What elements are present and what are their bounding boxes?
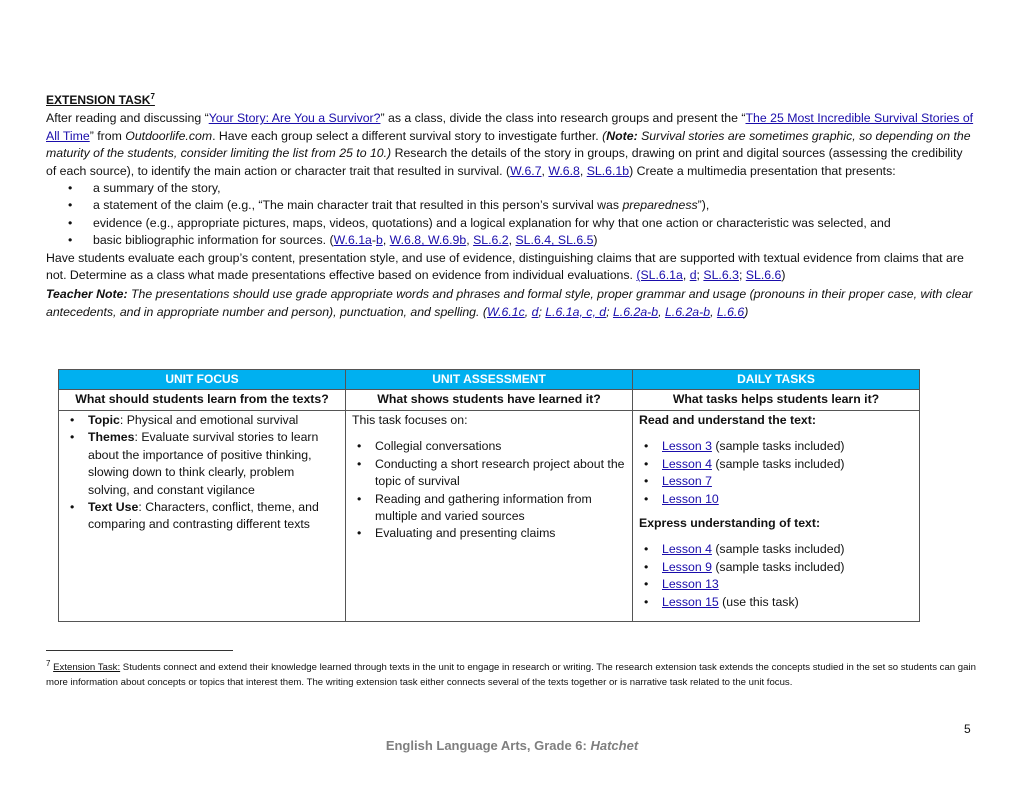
standard-link[interactable]: SL.6.6 <box>745 268 782 283</box>
table-row <box>59 411 920 622</box>
list-item <box>639 456 913 473</box>
unit-overview-table <box>58 369 920 622</box>
bullet-text: ”), <box>697 198 710 213</box>
note-text: Survival stories are sometimes graphic, so depending on the maturity of the students, consider limiting the list from 25 to 10.) <box>46 128 971 161</box>
intro-text-2: ” as a class, divide the class into research groups and present the “ <box>380 111 746 126</box>
list-item <box>639 576 913 593</box>
separator: ) <box>781 268 786 283</box>
separator: ; <box>538 304 546 319</box>
lesson-link[interactable]: Lesson 9 <box>662 559 712 574</box>
standard-link[interactable]: W.6.1a <box>333 233 372 248</box>
header-unit-focus: UNIT FOCUS <box>59 370 346 390</box>
separator: , <box>541 163 549 178</box>
bullet-italic: preparedness <box>622 198 698 213</box>
section-heading <box>46 92 976 109</box>
standard-link[interactable]: SL.6.2 <box>473 233 509 248</box>
intro-paragraph <box>46 110 976 180</box>
footer-book-title: Hatchet <box>590 738 639 753</box>
intro-text-4: . Have each group select a different survival story to investigate further. <box>212 128 603 143</box>
question-unit-assessment: What shows students have learned it? <box>346 390 633 411</box>
themes-text: : Evaluate survival stories to learn about the importance of positive thinking, slowing down to think clearly, problem solving, and constant vigilance <box>88 430 319 497</box>
link-your-story[interactable]: Your Story: Are You a Survivor? <box>208 111 381 126</box>
intro-text-3: ” from <box>89 128 126 143</box>
footnote-divider <box>46 650 233 651</box>
list-item: • Conducting a short research project about the topic of survival <box>352 456 626 491</box>
teacher-note-paragraph <box>46 286 976 321</box>
standard-link[interactable]: SL.6.3 <box>703 268 739 283</box>
separator: , <box>579 163 587 178</box>
assessment-intro: This task focuses on: <box>352 413 468 427</box>
bullet-text: a statement of the claim (e.g., “The main character trait that resulted in this person’s survival was <box>93 198 623 213</box>
footnote <box>46 656 976 690</box>
page-footer <box>0 737 1024 754</box>
separator: ; <box>738 268 746 283</box>
footnote-text: Students connect and extend their knowledge learned through texts in the unit to engage in research or writing. The research extension task extends the concepts studied in the set so students can gain more information about concepts or topics that interest them. The writing extension task either connects several of the texts together or is narrative task related to the unit focus. <box>46 662 976 689</box>
footnote-ref[interactable]: 7 <box>150 92 155 101</box>
header-unit-assessment: UNIT ASSESSMENT <box>346 370 633 390</box>
express-understanding-heading: Express understanding of text: <box>639 516 821 531</box>
standard-link[interactable]: W.6.8, W.6.9b <box>389 233 467 248</box>
themes-label: Themes <box>88 430 135 445</box>
standard-link[interactable]: d <box>531 304 539 319</box>
note-label: Note: <box>606 128 638 143</box>
list-item <box>46 197 976 214</box>
list-item <box>46 232 976 249</box>
topic-text: : Physical and emotional survival <box>119 413 299 427</box>
list-item: • Reading and gathering information from multiple and varied sources <box>352 491 626 526</box>
unit-focus-cell <box>59 411 346 622</box>
source-name: Outdoorlife.com <box>125 128 213 143</box>
separator: ) <box>744 304 749 319</box>
separator: , <box>508 233 516 248</box>
lesson-note: (sample tasks included) <box>711 559 845 574</box>
teacher-note-label: Teacher Note: <box>46 287 128 302</box>
intro-text-6: ) Create a multimedia presentation that presents: <box>629 163 896 178</box>
standard-link[interactable]: W.6.8 <box>548 163 580 178</box>
list-item <box>46 180 976 197</box>
intro-text-5: Research the details of the story in groups, drawing on print and digital sources (assessing the credibility of each source), to identify the main action or character trait that resulted in survival. ( <box>46 146 963 178</box>
standard-link[interactable]: SL.6.4, SL.6.5 <box>515 233 594 248</box>
list-item <box>639 559 913 576</box>
footnote-number: 7 <box>46 659 51 668</box>
separator: , <box>524 304 532 319</box>
lesson-note: (sample tasks included) <box>711 456 845 471</box>
footnote-label: Extension Task: <box>53 662 121 674</box>
list-item: • Evaluating and presenting claims <box>352 525 626 542</box>
bullet-text: basic bibliographic information for sources. ( <box>93 233 334 248</box>
table-question-row <box>59 390 920 411</box>
bullet-text: a summary of the story, <box>93 181 221 196</box>
list-item: • Collegial conversations <box>352 438 626 455</box>
standard-link[interactable]: L.6.2a-b <box>612 304 659 319</box>
list-item <box>65 429 339 499</box>
footer-prefix: English Language Arts, Grade 6: <box>385 738 591 753</box>
intro-text-1: After reading and discussing “ <box>46 111 209 126</box>
note-open: ( <box>602 128 607 143</box>
separator: , <box>382 233 390 248</box>
standard-link[interactable]: W.6.7 <box>510 163 542 178</box>
lesson-link[interactable]: Lesson 10 <box>662 491 719 506</box>
list-item <box>639 438 913 455</box>
page-number: 5 <box>964 722 971 736</box>
standard-link[interactable]: W.6.1c <box>486 304 525 319</box>
standard-link[interactable]: SL.6.1b <box>586 163 630 178</box>
standard-link[interactable]: (SL.6.1a <box>636 268 683 283</box>
text-use-label: Text Use <box>88 500 139 515</box>
separator: , <box>710 304 717 319</box>
evaluate-paragraph <box>46 250 976 285</box>
separator: , <box>466 233 474 248</box>
standard-link[interactable]: L.6.1a, c, d <box>545 304 607 319</box>
question-daily-tasks: What tasks helps students learn it? <box>633 390 920 411</box>
bullet-text: evidence (e.g., appropriate pictures, maps, videos, quotations) and a logical explanation for why that one action or characteristic was selected, and <box>93 215 891 230</box>
separator: - <box>371 233 376 248</box>
list-item <box>639 491 913 508</box>
teacher-note-text: The presentations should use grade appropriate words and phrases and formal style, proper grammar and usage (pronouns in their proper case, with clear antecedents, and in appropriate number and person), punctuation, and spelling. ( <box>46 287 973 319</box>
lesson-link[interactable]: Lesson 15 <box>662 594 719 609</box>
header-daily-tasks: DAILY TASKS <box>633 370 920 390</box>
standard-link[interactable]: d <box>689 268 697 283</box>
separator: ; <box>696 268 704 283</box>
standard-link[interactable]: L.6.6 <box>716 304 745 319</box>
daily-tasks-cell <box>633 411 920 622</box>
lesson-link[interactable]: Lesson 4 <box>662 542 712 557</box>
separator: , <box>658 304 665 319</box>
lesson-link[interactable]: Lesson 13 <box>662 577 719 592</box>
read-understand-heading: Read and understand the text: <box>639 413 816 427</box>
question-unit-focus: What should students learn from the texts? <box>59 390 346 411</box>
topic-label: Topic <box>88 413 120 427</box>
list-item <box>639 594 913 611</box>
unit-assessment-cell <box>346 411 633 622</box>
separator: ) <box>593 233 598 248</box>
table-header-row <box>59 370 920 390</box>
lesson-link[interactable]: Lesson 3 <box>662 439 712 454</box>
lesson-link[interactable]: Lesson 7 <box>662 474 712 489</box>
list-item <box>65 499 339 534</box>
text-use-text: : Characters, conflict, theme, and comparing and contrasting different texts <box>88 500 319 532</box>
lesson-link[interactable]: Lesson 4 <box>662 456 712 471</box>
list-item <box>639 473 913 490</box>
separator: , <box>682 268 690 283</box>
link-25-survival-stories[interactable]: The 25 Most Incredible Survival Stories of All Time <box>46 111 974 143</box>
list-item <box>65 412 339 429</box>
presentation-bullets <box>46 180 976 250</box>
standard-link[interactable]: L.6.2a-b <box>664 304 711 319</box>
separator: ; <box>606 304 613 319</box>
evaluate-text: Have students evaluate each group’s content, presentation style, and use of evidence, distinguishing claims that are supported with textual evidence from claims that are not. Determine as a class what made presentations effective based on evidence from individual evaluations. <box>46 250 964 283</box>
lesson-note: (use this task) <box>718 594 799 609</box>
standard-link[interactable]: b <box>375 233 383 248</box>
lesson-note: (sample tasks included) <box>711 439 845 454</box>
list-item <box>46 215 976 232</box>
heading-text: EXTENSION TASK <box>46 93 151 107</box>
page-body <box>46 92 976 321</box>
lesson-note: (sample tasks included) <box>711 542 845 557</box>
list-item <box>639 541 913 558</box>
